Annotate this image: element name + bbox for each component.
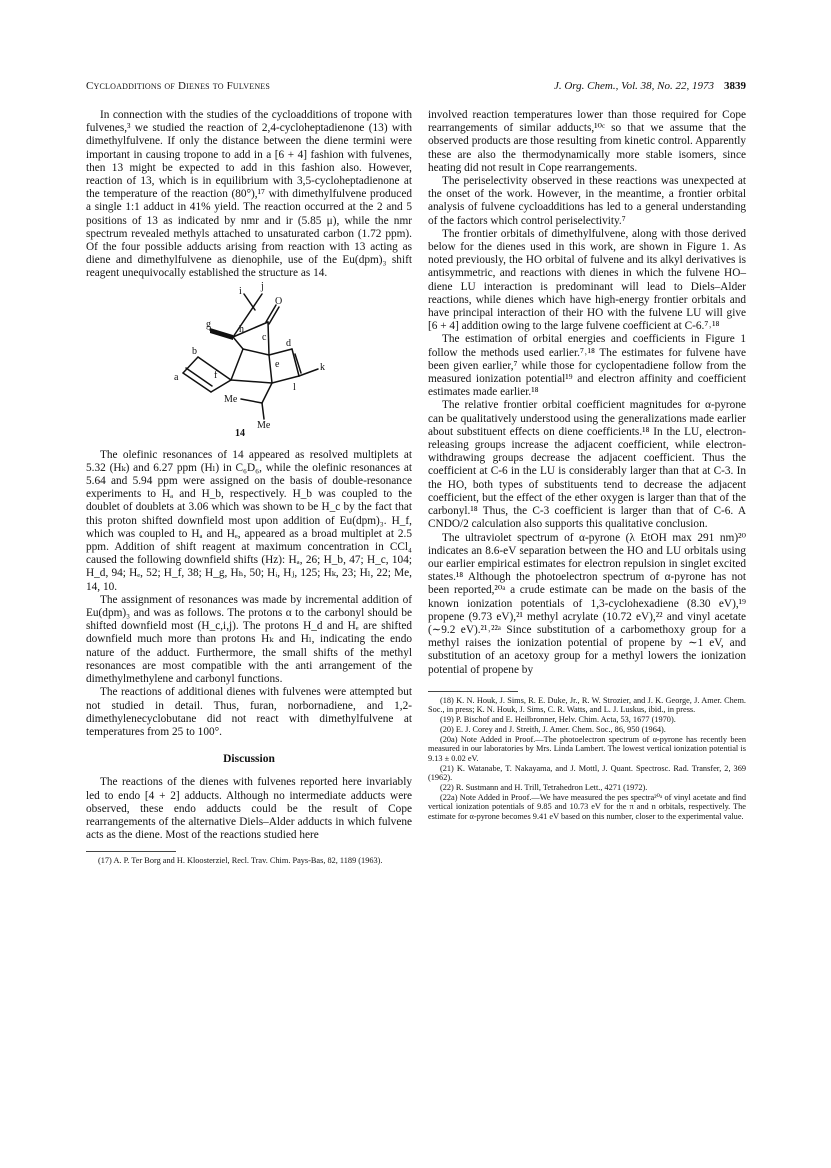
label-i: i	[239, 285, 242, 297]
bond	[231, 349, 243, 380]
label-j: j	[261, 280, 264, 292]
structure-drawing	[86, 285, 412, 443]
structure-figure-14	[86, 280, 412, 443]
label-c: c	[262, 331, 267, 343]
paragraph: The ultraviolet spectrum of α-pyrone (λ EtOH max 291 nm)²⁰ indicates an 8.6-eV separation between the HO and LU orbitals using our earlier empirical estimates for electron repulsion in singlet excited states.¹⁸ Although the photoelectron spectrum of α-pyrone has not been reported,²⁰ᵃ a crude estimate can be made on the basis of the known ionization potentials of 1,3-cyclohexadiene (8.30 eV),¹⁹ propene (9.73 eV),²¹ methyl acrylate (10.72 eV),²² and vinyl acetate (∼9.2 eV).²¹˒²²ᵃ Since substitution of a carbomethoxy group for a methyl raises the ionization potential of propene by ∼1 eV, and substitution of an acetoxy group for a methyl lowers the ionization potential of propene by	[428, 531, 746, 676]
paragraph: The frontier orbitals of dimethylfulvene, along with those derived below for the dienes used in this work, are shown in Figure 1. As noted previously, the HO orbital of fulvene and its alkyl derivatives is antisymmetric, and reactions with dienes in which the fulvene HO–diene LU interaction is predominant will lead to Diels–Alder reactions, while dienes which have high-energy frontier orbitals and have principal interaction of their HO with the fulvene LU will give [6 + 4] addition owing to the large fulvene coefficient at C-6.⁷˒¹⁸	[428, 227, 746, 333]
footnotes	[86, 856, 412, 866]
paragraph: The olefinic resonances of 14 appeared as resolved multiplets at 5.32 (Hₖ) and 6.27 ppm (Hₗ) in C₆D₆, while the olefinic resonances at 5.64 and 5.94 ppm were assigned on the basis of double-resonance experiments to Hₐ and H_b, respectively. H_b was coupled to the doublet of doublets at 3.06 which was shown to be H_c by the fact that this proton shifted downfield most upon addition of Eu(dpm)₃. H_f, which was coupled to Hₐ and Hₑ, appeared as a broad multiplet at 2.5 ppm. Addition of shift reagent at maximum concentration in CCl₄ caused the following downfield shifts (Hz): Hₐ, 26; H_b, 47; H_c, 104; H_d, 94; Hₑ, 52; H_f, 38; H_g, Hₕ, 50; Hᵢ, Hⱼ, 125; Hₖ, 23; Hₗ, 22; Me, 14, 10.	[86, 448, 412, 593]
footnote: (20) E. J. Corey and J. Streith, J. Amer. Chem. Soc., 86, 950 (1964).	[440, 724, 666, 734]
footnote: (22a) Note Added in Proof.—We have measured the pes spectra²⁰ᵃ of vinyl acetate and find vertical ionization potentials of 9.85 and 10.73 eV for the π and n orbitals, respectively. The estimate for α-pyrone becomes 9.41 eV based on this number, closer to the experimental value.	[428, 792, 746, 822]
footnote: (21) K. Watanabe, T. Nakayama, and J. Mottl, J. Quant. Spectrosc. Rad. Transfer, 2, 369 (1962).	[428, 763, 746, 783]
footnotes	[428, 696, 746, 822]
paragraph: The estimation of orbital energies and coefficients in Figure 1 follow the methods used earlier.⁷˒¹⁸ The estimates for fulvene have been given earlier,⁷ while those for cyclopentadiene follow from the measured ionization potential¹⁹ and electron affinity and coefficient estimates made earlier.¹⁸	[428, 333, 746, 399]
footnote-rule	[86, 851, 176, 852]
paragraph: The relative frontier orbital coefficient magnitudes for α-pyrone can be qualitatively understood using the generalizations made earlier about substituent effects on diene coefficients.¹⁸ In the LU, electron-releasing groups increase the adjacent coefficient, while electron-withdrawing groups decrease the adjacent coefficient. Thus the coefficient at C-6 in the LU is considerably larger than that at C-3. In the HO, both types of substituents tend to decrease the adjacent coefficient, but the effect of the ether oxygen is larger than that of the carbonyl.¹⁸ Thus, the C-3 coefficient is larger than that of C-6. A CNDO/2 calculation also supports this qualitative conclusion.	[428, 399, 746, 531]
footnote: (17) A. P. Ter Borg and H. Kloosterziel, Recl. Trav. Chim. Pays-Bas, 82, 1189 (1963).	[98, 856, 383, 866]
label-h: h	[239, 323, 244, 335]
label-d: d	[286, 337, 291, 349]
label-b: b	[192, 345, 197, 357]
label-k: k	[320, 361, 325, 373]
left-column	[86, 109, 412, 866]
bond	[241, 399, 262, 403]
bond	[231, 380, 272, 383]
compound-number: 14	[235, 427, 245, 439]
footnote: (22) R. Sustmann and H. Trill, Tetrahedron Lett., 4271 (1972).	[440, 783, 648, 793]
bond	[262, 383, 272, 403]
running-title: Cycloadditions of Dienes to Fulvenes	[86, 80, 271, 92]
journal-citation	[554, 80, 746, 92]
paragraph: The reactions of the dienes with fulvenes reported here invariably led to endo [4 + 2] adducts. Although no intermediate adducts were observed, these endo adducts could be the result of Cope rearrangements of the alternative Diels–Alder adducts in which fulvene acts as the diene. Most of the reactions studied here	[86, 776, 412, 842]
paragraph: The reactions of additional dienes with fulvenes were attempted but not studied in detail. Thus, furan, norbornadiene, and 1,2-dimethylenecyclobutane did not react with dimethylfulvene at temperatures from 25 to 100°.	[86, 686, 412, 738]
footnote-rule	[428, 691, 518, 692]
footnote: (18) K. N. Houk, J. Sims, R. E. Duke, Jr., R. W. Strozier, and J. K. George, J. Amer. Chem. Soc., in press; K. N. Houk, J. Sims, C. R. Watts, and L. J. Luskus, ibid., in press.	[428, 695, 746, 715]
page-number: 3839	[724, 80, 746, 92]
bond	[299, 369, 318, 376]
paragraph: In connection with the studies of the cycloadditions of tropone with fulvenes,³ we studied the reaction of 2,4-cycloheptadienone (13) with dimethylfulvene. If only the distance between the diene termini were important in causing tropone to add in a [6 + 4] fashion with fulvenes, then 13 might be expected to add in this fashion also. However, reaction of 13, which is in equilibrium with 3,5-cycloheptadienone at the temperature of the reaction (80°),¹⁷ with dimethylfulvene produced a single 1:1 adduct in 41% yield. The reaction occurred at the 2 and 5 positions of 13 as indicated by nmr and ir (5.85 μ), while the nmr spectrum revealed methyls attached to unsaturated carbon (1.72 ppm). Of the four possible adducts arising from reaction with 13 acting as diene and dimethylfulvene as dienophile, use of the Eu(dpm)₃ shift reagent unequivocally established the structure as 14.	[86, 109, 412, 280]
bond	[262, 403, 264, 419]
paragraph: The assignment of resonances was made by incremental addition of Eu(dpm)₃ and was as follows. The protons α to the carbonyl should be shifted downfield most (H_c,i,j). The protons H_d and Hₑ are shifted downfield much more than protons Hₖ and Hₗ, indicating the endo nature of the adduct. Furthermore, the small shifts of the methyl resonances are most compatible with the anti arrangement of the dimethylmethylene and carbonyl functions.	[86, 593, 412, 686]
label-me: Me	[224, 393, 238, 405]
label-o: O	[275, 295, 283, 307]
footnote: (19) P. Bischof and E. Heilbronner, Helv. Chim. Acta, 53, 1677 (1970).	[440, 715, 676, 725]
bond	[244, 294, 255, 310]
journal-name: J. Org. Chem., Vol. 38, No. 22, 1973	[553, 80, 714, 92]
label-g: g	[206, 318, 211, 330]
section-title: Discussion	[223, 753, 275, 766]
paragraph: The periselectivity observed in these reactions was unexpected at the onset of the work. However, in the meantime, a frontier orbital analysis of fulvene cycloadditions has led to a general understanding of the factors which control periselectivity.⁷	[428, 175, 746, 227]
label-l: l	[293, 381, 296, 393]
footnote: (20a) Note Added in Proof.—The photoelectron spectrum of α-pyrone has recently been measured in our laboratories by Mrs. Linda Lambert. The lowest vertical ionization potential is 9.13 ± 0.02 eV.	[428, 734, 746, 763]
page-header	[86, 80, 746, 96]
label-a: a	[174, 371, 179, 383]
label-f: f	[214, 369, 218, 381]
label-me: Me	[257, 419, 271, 431]
paragraph: involved reaction temperatures lower than those required for Cope rearrangements of similar adducts,¹⁰ᶜ so that we assume that the observed products are those resulting from kinetic control. Apparently these are also the thermodynamically more stable isomers, since heating did not result in Cope rearrangements.	[428, 109, 746, 174]
wedge-bond	[210, 328, 233, 340]
bond	[243, 349, 269, 355]
bond	[268, 322, 269, 355]
right-column	[428, 109, 746, 822]
bond	[269, 355, 272, 383]
bond	[233, 337, 243, 349]
label-e: e	[275, 358, 280, 370]
